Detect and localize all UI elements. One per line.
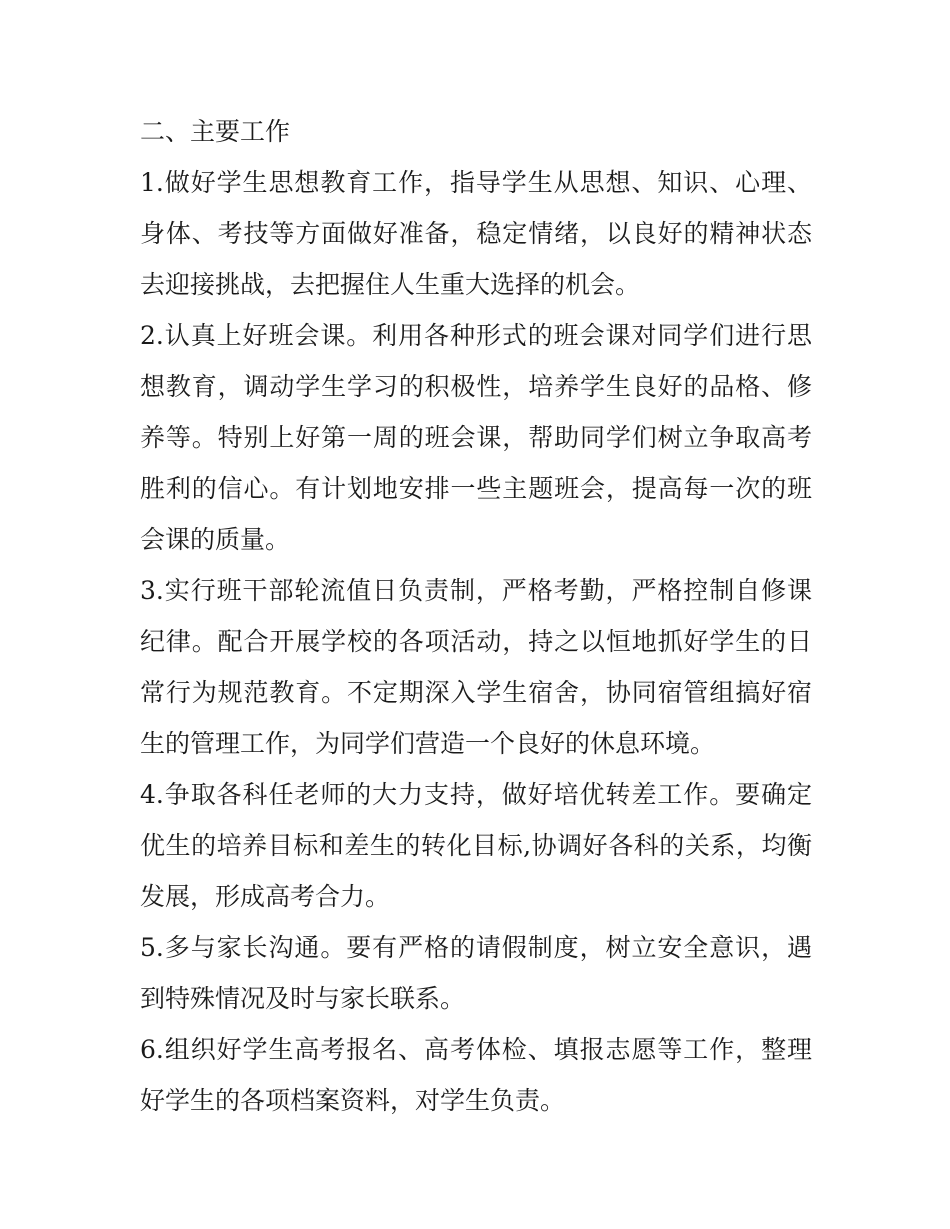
paragraph-3: 3.实行班干部轮流值日负责制，严格考勤，严格控制自修课纪律。配合开展学校的各项活动，持之以恒地抓好学生的日常行为规范教育。不定期深入学生宿舍，协同宿管组搞好宿生的管理工作，为同学们营造一个良好的休息环境。 <box>140 576 812 758</box>
document-body <box>140 106 812 1126</box>
paragraph-2: 2.认真上好班会课。利用各种形式的班会课对同学们进行思想教育，调动学生学习的积极性，培养学生良好的品格、修养等。特别上好第一周的班会课，帮助同学们树立争取高考胜利的信心。有计划地安排一些主题班会，提高每一次的班会课的质量。 <box>140 321 812 554</box>
paragraph-1: 1.做好学生思想教育工作，指导学生从思想、知识、心理、身体、考技等方面做好准备，稳定情绪，以良好的精神状态去迎接挑战，去把握住人生重大选择的机会。 <box>140 168 812 299</box>
paragraph-6: 6.组织好学生高考报名、高考体检、填报志愿等工作，整理好学生的各项档案资料，对学生负责。 <box>140 1035 812 1115</box>
section-heading: 二、主要工作 <box>140 117 291 146</box>
paragraph-4: 4.争取各科任老师的大力支持，做好培优转差工作。要确定优生的培养目标和差生的转化目标,协调好各科的关系，均衡发展，形成高考合力。 <box>140 780 812 911</box>
paragraph-5: 5.多与家长沟通。要有严格的请假制度，树立安全意识，遇到特殊情况及时与家长联系。 <box>140 933 812 1013</box>
